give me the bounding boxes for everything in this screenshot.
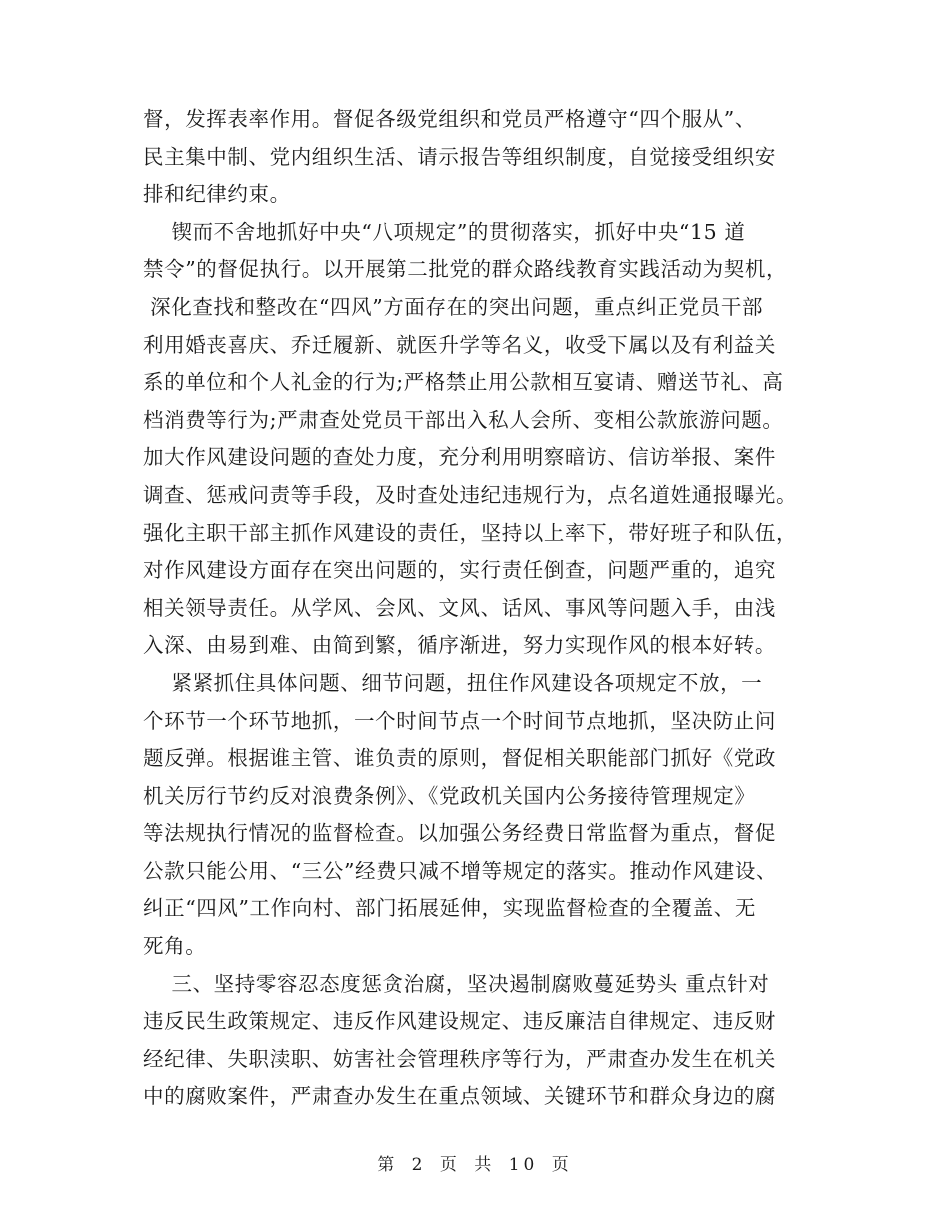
body-text: [143, 101, 808, 1116]
text-line: 机关厉行节约反对浪费条例》、《党政机关国内公务接待管理规定》: [143, 783, 756, 808]
text-line: 违反民生政策规定、违反作风建设规定、违反廉洁自律规定、违反财: [143, 1009, 776, 1034]
text-line: 纠正“四风”工作向村、部门拓展延伸，实现监督检查的全覆盖、无: [143, 896, 756, 921]
text-line: 入深、由易到难、由简到繁，循序渐进，努力实现作风的根本好转。: [143, 633, 776, 658]
text-line: 禁令”的督促执行。以开展第二批党的群众路线教育实践活动为契机，: [143, 257, 788, 282]
page-number-footer: 第 2 页 共 10 页: [377, 1155, 573, 1175]
text-line: 加大作风建设问题的查处力度，充分利用明察暗访、信访举报、案件: [143, 445, 776, 470]
text-line: 中的腐败案件，严肃查办发生在重点领域、关键环节和群众身边的腐: [143, 1084, 776, 1109]
text-line: 利用婚丧喜庆、乔迁履新、就医升学等名义，收受下属以及有利益关: [143, 332, 776, 357]
text-line: 调查、惩戒问责等手段，及时查处违纪违规行为，点名道姓通报曝光。: [143, 482, 798, 507]
text-line: 紧紧抓住具体问题、细节问题，扭住作风建设各项规定不放，一: [143, 670, 763, 695]
text-line: 三、坚持零容忍态度惩贪治腐，坚决遏制腐败蔓延势头 重点针对: [143, 971, 770, 996]
text-line: 档消费等行为;严肃查处党员干部出入私人会所、变相公款旅游问题。: [143, 407, 784, 432]
text-line: 个环节一个环节地抓，一个时间节点一个时间节点地抓，坚决防止问: [143, 708, 776, 733]
text-line: 系的单位和个人礼金的行为;严格禁止用公款相互宴请、赠送节礼、高: [143, 370, 784, 395]
text-line: 等法规执行情况的监督检查。以加强公务经费日常监督为重点，督促: [143, 821, 776, 846]
text-line: 对作风建设方面存在突出问题的，实行责任倒查，问题严重的，追究: [143, 558, 776, 583]
text-line: 排和纪律约束。: [143, 182, 291, 207]
text-line: 民主集中制、党内组织生活、请示报告等组织制度，自觉接受组织安: [143, 144, 776, 169]
text-line: 督，发挥表率作用。督促各级党组织和党员严格遵守“四个服从”、: [143, 107, 756, 131]
text-line: 锲而不舍地抓好中央“八项规定”的贯彻落实，抓好中央“15 道: [143, 219, 746, 244]
text-line: 经纪律、失职渎职、妨害社会管理秩序等行为，严肃查办发生在机关: [143, 1046, 776, 1071]
text-line: 深化查找和整改在“四风”方面存在的突出问题，重点纠正党员干部: [143, 294, 764, 319]
text-line: 死角。: [143, 934, 207, 959]
text-line: 题反弹。根据谁主管、谁负责的原则，督促相关职能部门抓好《党政: [143, 746, 776, 771]
text-line: 相关领导责任。从学风、会风、文风、话风、事风等问题入手，由浅: [143, 595, 776, 620]
text-line: 公款只能公用、“三公”经费只减不增等规定的落实。推动作风建设、: [143, 858, 778, 883]
text-line: 强化主职干部主抓作风建设的责任，坚持以上率下，带好班子和队伍，: [143, 520, 798, 545]
